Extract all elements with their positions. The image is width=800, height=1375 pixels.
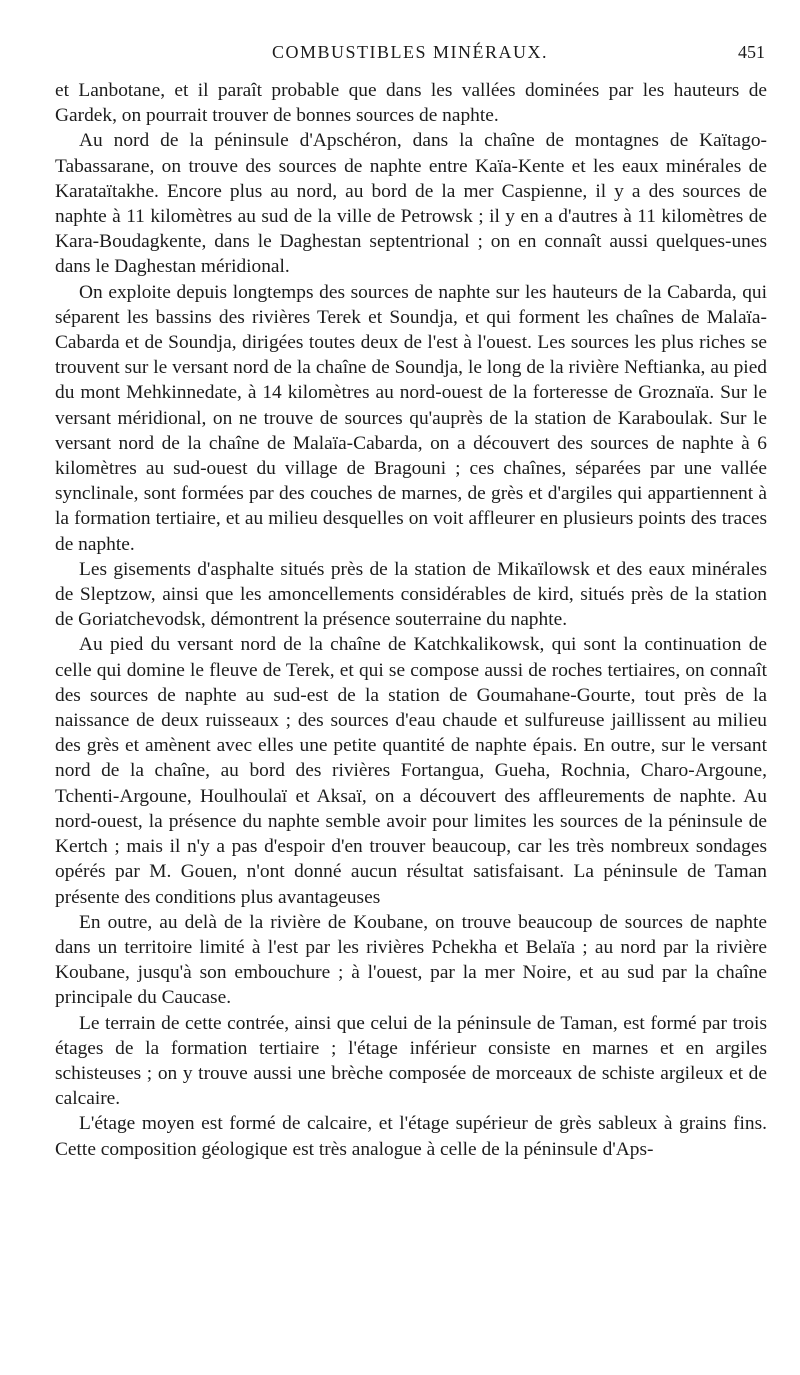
paragraph: Les gisements d'asphalte situés près de la station de Mikaïlowsk et des eaux minérales de Sleptzow, ainsi que les amoncellements considérables de kird, situés près de la station de Goriatchevodsk, démontrent la présence souterraine du naphte. bbox=[55, 558, 767, 631]
paragraph: Le terrain de cette contrée, ainsi que celui de la péninsule de Taman, est formé par trois étages de la formation tertiaire ; l'étage inférieur consiste en marnes et en argiles schisteuses ; on y trouve aussi une brèche composée de morceaux de schiste argileux et de calcaire. bbox=[55, 1012, 767, 1110]
paragraph: En outre, au delà de la rivière de Koubane, on trouve beaucoup de sources de naphte dans un territoire limité à l'est par les rivières Pchekha et Belaïa ; au nord par la rivière Koubane, jusqu'à son embouchure ; à l'ouest, par la mer Noire, et au sud par la chaîne principale du Caucase. bbox=[55, 911, 767, 1009]
page-header bbox=[55, 42, 765, 70]
paragraph: On exploite depuis longtemps des sources de naphte sur les hauteurs de la Cabarda, qui séparent les bassins des rivières Terek et Soundja, et qui forment les chaînes de Malaïa-Cabarda et de Soundja, dirigées toutes deux de l'est à l'ouest. Les sources les plus riches se trouvent sur le versant nord de la chaîne de Soundja, le long de la rivière Neftianka, au pied du mont Mehkinnedate, à 14 kilomètres au nord-ouest de la forteresse de Groznaïa. Sur le versant méridional, on ne trouve de sources qu'auprès de la station de Karaboulak. Sur le versant nord de la chaîne de Malaïa-Cabarda, on a découvert des sources de naphte à 6 kilomètres au sud-ouest du village de Bragouni ; ces chaînes, séparées par une vallée synclinale, sont formées par des couches de marnes, de grès et d'argiles qui appartiennent à la formation tertiaire, et au milieu desquelles on voit affleurer en plusieurs points des traces de naphte. bbox=[55, 281, 767, 555]
body-text bbox=[55, 78, 767, 1162]
paragraph: et Lanbotane, et il paraît probable que dans les vallées dominées par les hauteurs de Gardek, on pourrait trouver de bonnes sources de naphte. bbox=[55, 80, 767, 127]
paragraph: Au pied du versant nord de la chaîne de Katchkalikowsk, qui sont la continuation de celle qui domine le fleuve de Terek, et qui se compose aussi de roches tertiaires, on connaît des sources de naphte au sud-est de la station de Goumahane-Gourte, tout près de la naissance de deux ruisseaux ; des sources d'eau chaude et sulfureuse jaillissent au milieu des grès et amènent avec elles une petite quantité de naphte épais. En outre, sur le versant nord de la chaîne, au bord des rivières Fortangua, Gueha, Rochnia, Charo-Argoune, Tchenti-Argoune, Houlhoulaï et Aksaï, on a découvert des affleurements de naphte. Au nord-ouest, la présence du naphte semble avoir pour limites les sources de la péninsule de Kertch ; mais il n'y a pas d'espoir d'en trouver beaucoup, car les très nombreux sondages opérés par M. Gouen, n'ont donné aucun résultat satisfaisant. La péninsule de Taman présente des conditions plus avantageuses bbox=[55, 634, 767, 908]
paragraph: Au nord de la péninsule d'Apschéron, dans la chaîne de montagnes de Kaïtago-Tabassarane, on trouve des sources de naphte entre Kaïa-Kente et les eaux minérales de Karataïtakhe. Encore plus au nord, au bord de la mer Caspienne, il y a des sources de naphte à 11 kilomètres au sud de la ville de Petrowsk ; il y en a d'autres à 11 kilomètres de Kara-Boudagkente, dans le Daghestan septentrional ; on en connaît aussi quelques-unes dans le Daghestan méridional. bbox=[55, 130, 767, 278]
running-title: COMBUSTIBLES MINÉRAUX. bbox=[271, 42, 549, 62]
paragraph: L'étage moyen est formé de calcaire, et l'étage supérieur de grès sableux à grains fins. Cette composition géologique est très analogue à celle de la péninsule d'Aps- bbox=[55, 1113, 767, 1160]
page-number: 451 bbox=[738, 42, 765, 62]
